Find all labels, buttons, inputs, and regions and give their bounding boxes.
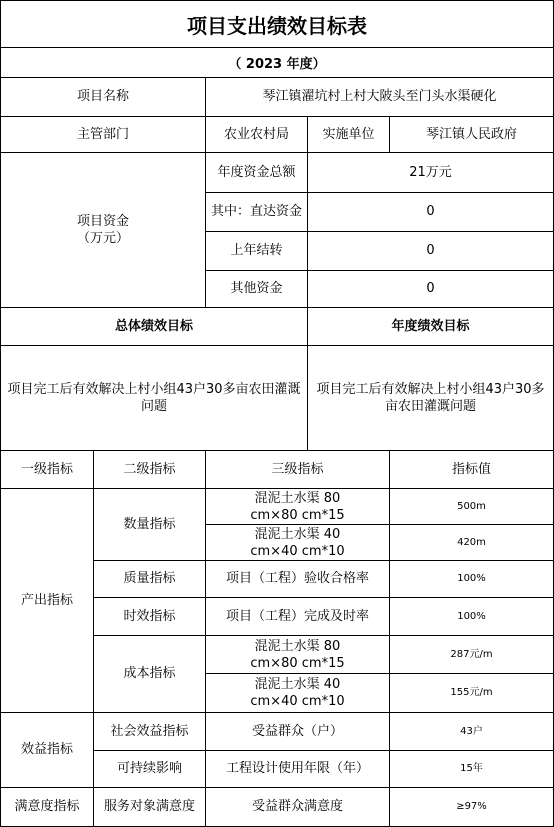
overall-goal-text: 项目完工后有效解决上村小组43户30多亩农田灌溉问题 <box>1 346 308 451</box>
satisfaction-indicator-label: 满意度指标 <box>1 788 94 826</box>
service-satisfaction-value: ≥97% <box>456 801 487 812</box>
benefit-indicator-label: 效益指标 <box>1 713 94 788</box>
funds-other-label: 其他资金 <box>206 271 308 308</box>
project-name-value: 琴江镇濯坑村上村大陂头至门头水渠硬化 <box>206 78 553 117</box>
funds-other-value: 0 <box>308 271 553 308</box>
annual-goal-text: 项目完工后有效解决上村小组43户30多亩农田灌溉问题 <box>308 346 553 451</box>
impl-unit-label: 实施单位 <box>308 117 390 153</box>
annual-goal-header: 年度绩效目标 <box>308 308 553 346</box>
cost-name-2: 混泥土水渠 40 cm×40 cm*10 <box>206 674 390 713</box>
funds-total-label: 年度资金总额 <box>206 153 308 193</box>
sustainability-value: 15年 <box>390 751 553 788</box>
header-level1: 一级指标 <box>1 451 94 489</box>
year-label: （ 2023 年度） <box>1 47 553 78</box>
quality-value: 100% <box>390 561 553 598</box>
quantity-name-1: 混泥土水渠 80 cm×80 cm*15 <box>206 489 390 525</box>
quantity-value-1: 500m <box>390 489 553 525</box>
quality-indicator-label: 质量指标 <box>94 561 206 598</box>
output-indicator-label: 产出指标 <box>1 489 94 713</box>
funds-carryover-label: 上年结转 <box>206 232 308 271</box>
quantity-indicator-label: 数量指标 <box>94 489 206 561</box>
cost-value-1: 287元/m <box>390 636 553 674</box>
service-satisfaction-name: 受益群众满意度 <box>206 788 390 826</box>
cost-name-1: 混泥土水渠 80 cm×80 cm*15 <box>206 636 390 674</box>
funds-direct-label: 其中：直达资金 <box>206 193 308 232</box>
funds-total-value: 21万元 <box>308 153 553 193</box>
dept-label: 主管部门 <box>1 117 206 153</box>
quantity-name-2: 混泥土水渠 40 cm×40 cm*10 <box>206 525 390 561</box>
timeliness-name: 项目（工程）完成及时率 <box>206 598 390 636</box>
funds-carryover-value: 0 <box>308 232 553 271</box>
quality-name: 项目（工程）验收合格率 <box>206 561 390 598</box>
funds-label: 项目资金 （万元） <box>1 153 206 308</box>
header-level3: 三级指标 <box>206 451 390 489</box>
cost-value-2: 155元/m <box>390 674 553 713</box>
quantity-value-2: 420m <box>390 525 553 561</box>
dept-value: 农业农村局 <box>206 117 308 153</box>
social-benefit-value: 43户 <box>390 713 553 751</box>
impl-unit-value: 琴江镇人民政府 <box>390 117 553 153</box>
timeliness-indicator-label: 时效指标 <box>94 598 206 636</box>
sustainability-label: 可持续影响 <box>94 751 206 788</box>
table-title: 项目支出绩效目标表 <box>1 1 553 48</box>
service-satisfaction-label: 服务对象满意度 <box>94 788 206 826</box>
funds-direct-value: 0 <box>308 193 553 232</box>
timeliness-value: 100% <box>390 598 553 636</box>
sustainability-name: 工程设计使用年限（年） <box>206 751 390 788</box>
social-benefit-name: 受益群众（户） <box>206 713 390 751</box>
project-name-label: 项目名称 <box>1 78 206 117</box>
header-value: 指标值 <box>390 451 553 489</box>
header-level2: 二级指标 <box>94 451 206 489</box>
social-benefit-label: 社会效益指标 <box>94 713 206 751</box>
overall-goal-header: 总体绩效目标 <box>1 308 308 346</box>
cost-indicator-label: 成本指标 <box>94 636 206 713</box>
